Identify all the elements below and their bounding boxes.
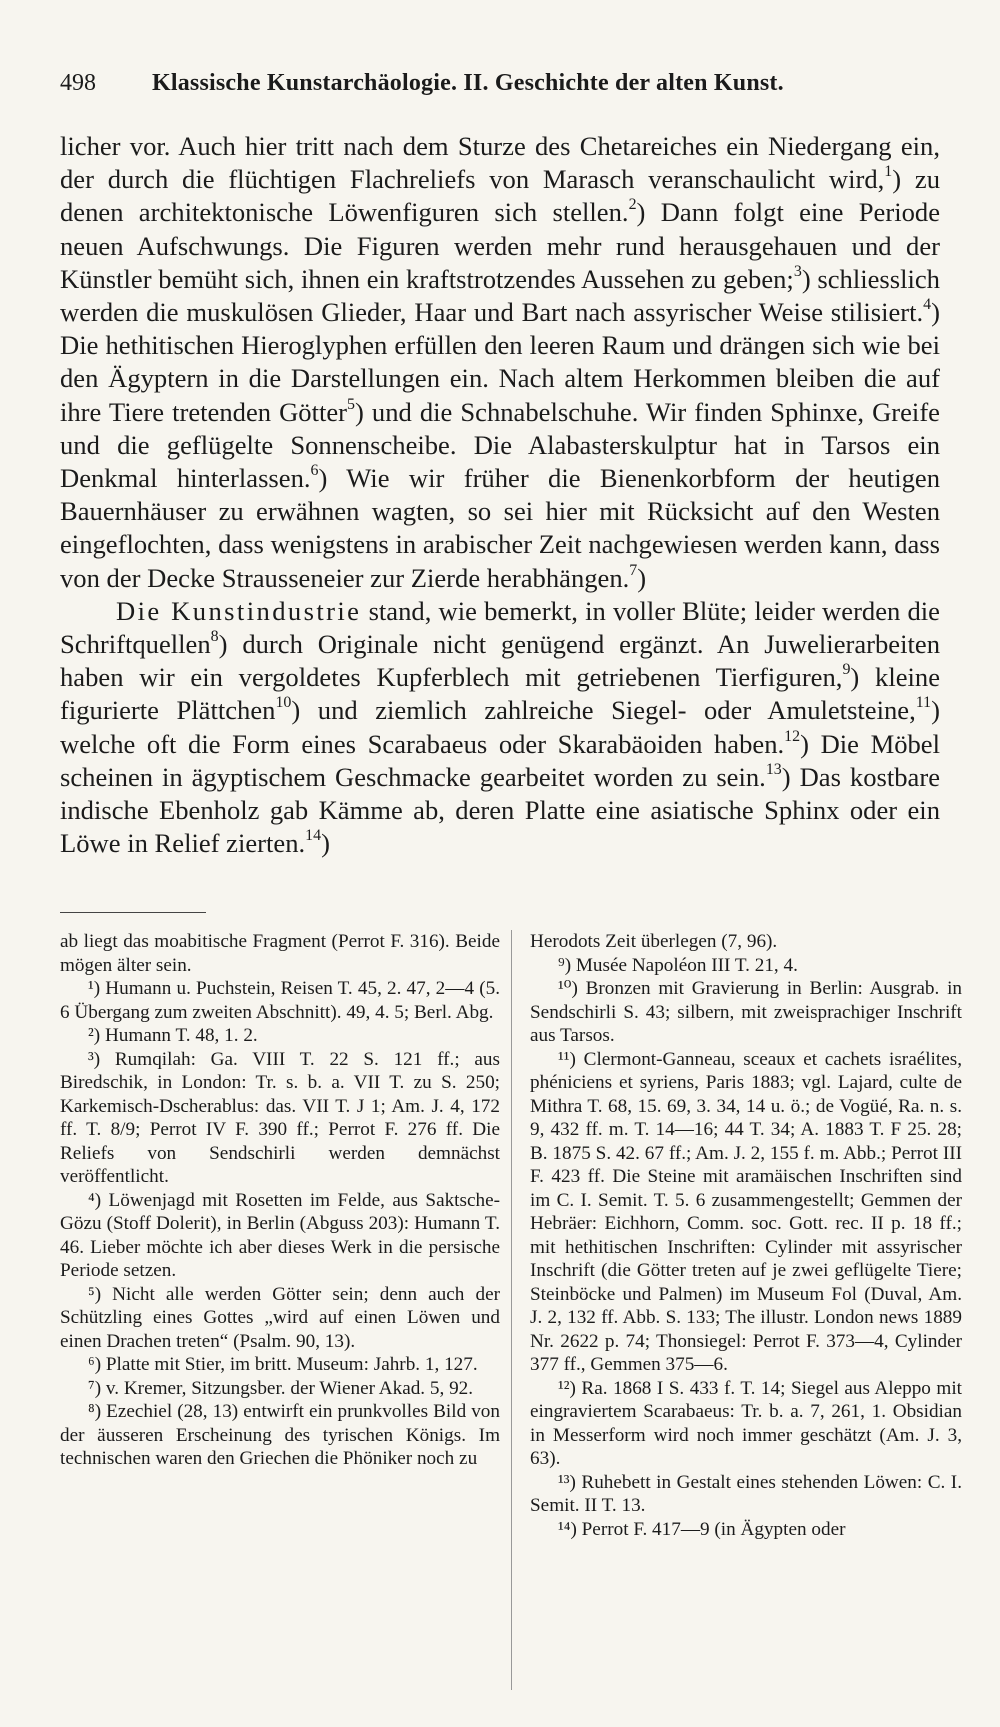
- running-title: Klassische Kunstarchäologie. II. Geschichte der alten Kunst.: [152, 70, 784, 96]
- footnote: ab liegt das moabitische Fragment (Perrot F. 316). Beide mögen älter sein.: [60, 931, 500, 976]
- text-run: stand, wie bemerkt, in voller Blüte; leider werden die Schriftquellen: [60, 595, 940, 660]
- footnote: ⁴) Löwenjagd mit Rosetten im Felde, aus Saktsche-Gözu (Stoff Dolerit), in Berlin (Abguss 203): Humann T. 46. Lieber möchte ich aber dieses Werk in die persische Periode setzen.: [60, 1189, 500, 1281]
- footnote-ref: 4: [923, 296, 932, 314]
- footnote: ²) Humann T. 48, 1. 2.: [88, 1025, 258, 1046]
- text-run: ): [637, 562, 647, 593]
- footnote-ref: 2: [628, 196, 637, 214]
- text-run: ) welche oft die Form eines Scarabaeus oder Skarabäoiden haben.: [60, 695, 940, 759]
- text-run: ) Das kostbare indische Ebenholz gab Kämme ab, deren Platte eine asiatische Sphinx oder ein Löwe in Relief zierten.: [60, 761, 940, 859]
- footnote: ⁵) Nicht alle werden Götter sein; denn auch der Schützling eines Gottes „wird auf einen Löwen und einen Drachen treten“ (Psalm. 90, 13).: [60, 1283, 500, 1352]
- footnote-ref: 5: [347, 395, 356, 413]
- footnote: ¹²) Ra. 1868 I S. 433 f. T. 14; Siegel aus Aleppo mit eingraviertem Scarabaeus: Tr. b. a. 7, 261, 1. Obsidian in Messerform wird noch immer geschätzt (Am. J. 3, 63).: [530, 1377, 962, 1469]
- text-run: ) Die Möbel scheinen in ägyptischem Geschmacke gearbeitet worden zu sein.: [60, 728, 940, 792]
- footnote: ⁷) v. Kremer, Sitzungsber. der Wiener Akad. 5, 92.: [88, 1377, 474, 1399]
- footnote-ref: 1: [884, 163, 893, 181]
- text-run: ): [321, 828, 330, 859]
- page-number: 498: [60, 70, 96, 96]
- footnote: Herodots Zeit überlegen (7, 96).: [530, 931, 778, 952]
- main-text: [60, 130, 940, 860]
- footnote-ref: 10: [275, 694, 292, 712]
- footnote-ref: 6: [310, 462, 319, 480]
- footnote-ref: 12: [784, 727, 801, 745]
- footnote-ref: 7: [629, 561, 638, 579]
- footnote: ¹¹) Clermont-Ganneau, sceaux et cachets israélites, phéniciens et syriens, Paris 1883; vgl. Lajard, culte de Mithra T. 68, 15. 69, 3. 34, 14 u. ö.; de Vogüé, Ra. n. s. 9, 432 ff. m. T. 14—16; 44 T. 34; A. 1883 T. F 25. 28; B. 1875 S. 42. 67 ff.; Am. J. 2, 155 f. m. Abb.; Perrot III F. 423 ff. Die Steine mit aramäischen Inschriften sind im C. I. Semit. T. 5. 6 zusammengestellt; Gemmen der Hebräer: Eichhorn, Comm. soc. Gott. rec. II p. 18 ff.; mit hethitischen Inschriften: Cylinder mit assyrischer Inschrift (die Götter treten auf je zwei geflügelte Tiere; Steinböcke und Palmen) im Museum Fol (Duval, Am. J. 2, 132 ff. Abb. S. 133; The illustr. London news 1889 Nr. 2622 p. 74; Thonsiegel: Perrot F. 373—4, Cylinder 377 ff., Gemmen 375—6.: [530, 1048, 962, 1375]
- text-run: ) Wie wir früher die Bienenkorbform der heutigen Bauernhäuser zu erwähnen wagten, so sei hier mit Rücksicht auf den Westen eingeflochten, dass wenigstens in arabischer Zeit nachgewiesen werden kann, dass von der Decke Straussenеier zur Zierde herabhängen.: [60, 463, 940, 593]
- column-divider: [511, 930, 512, 1690]
- text-run: ) durch Originale nicht genügend ergänzt. An Juwelierarbeiten haben wir ein vergoldetes Kupferblech mit getriebenen Tierfiguren,: [60, 629, 940, 693]
- footnote-ref: 9: [842, 661, 851, 679]
- footnote-ref: 13: [765, 760, 782, 778]
- text-run: ) und ziemlich zahlreiche Siegel- oder Amuletsteine,: [291, 695, 916, 726]
- footnotes-right-column: [530, 930, 962, 1541]
- footnote-ref: 8: [210, 628, 219, 646]
- paragraph-1: [60, 130, 940, 595]
- text-run: ) zu denen architektonische Löwenfiguren sich stellen.: [60, 164, 940, 228]
- footnote: ⁶) Platte mit Stier, im britt. Museum: Jahrb. 1, 127.: [88, 1354, 478, 1375]
- text-run: ) Dann folgt eine Periode neuen Aufschwungs. Die Figuren werden mehr rund herausgehauen und der Künstler bemüht sich, ihnen ein kraftstrotzendes Aussehen zu geben;: [60, 197, 941, 294]
- footnote: ⁸) Ezechiel (28, 13) entwirft ein prunkvolles Bild von der äusseren Erscheinung des tyrischen Königs. Im technischen waren den Griechen die Phöniker noch zu: [60, 1401, 500, 1469]
- text-run: ) schliesslich werden die muskulösen Glieder, Haar und Bart nach assyrischer Weise stilisiert.: [60, 263, 940, 328]
- footnote-ref: 14: [305, 827, 322, 845]
- spaced-heading: Die Kunstindustrie: [116, 595, 362, 626]
- footnote: ¹³) Ruhebett in Gestalt eines stehenden Löwen: C. I. Semit. II T. 13.: [530, 1471, 962, 1516]
- footnote: ⁹) Musée Napoléon III T. 21, 4.: [558, 954, 798, 976]
- footnote: ¹⁴) Perrot F. 417—9 (in Ägypten oder: [558, 1518, 846, 1540]
- footnote-ref: 3: [793, 262, 802, 280]
- footnote: ³) Rumqilah: Ga. VIII T. 22 S. 121 ff.; aus Biredschik, in London: Tr. s. b. a. VII T. zu S. 250; Karkemisch-Dscherablus: das. VII T. J 1; Am. J. 4, 172 ff. T. 8/9; Perrot IV F. 390 ff.; Perrot F. 276 ff. Die Reliefs von Sendschirli werden demnächst veröffentlicht.: [60, 1048, 500, 1187]
- footnote-ref: 11: [915, 694, 932, 712]
- footnote-separator: [60, 912, 206, 913]
- footnotes-left-column: [60, 930, 500, 1471]
- text-run: ) kleine figurierte Plättchen: [60, 662, 940, 726]
- footnote: ¹) Humann u. Puchstein, Reisen T. 45, 2. 47, 2—4 (5. 6 Übergang zum zweiten Abschnitt). 49, 4. 5; Berl. Abg.: [60, 978, 500, 1023]
- running-header: [60, 68, 940, 98]
- text-run: ) und die Schnabelschuhe. Wir finden Sphinxe, Greife und die geflügelte Sonnenscheibe. Die Alabasterskulptur hat in Tarsos ein Denkmal hinterlassen.: [60, 396, 940, 494]
- paragraph-2: [60, 595, 940, 861]
- text-run: licher vor. Auch hier tritt nach dem Sturze des Chetareiches ein Niedergang ein, der durch die flüchtigen Flachreliefs von Marasch veranschaulicht wird,: [60, 131, 940, 195]
- text-run: ) Die hethitischen Hieroglyphen erfüllen den leeren Raum und drängen sich wie bei den Ägyptern in die Darstellungen ein. Nach altem Herkommen bleiben die auf ihre Tiere tretenden Götter: [60, 297, 940, 427]
- footnote: ¹⁰) Bronzen mit Gravierung in Berlin: Ausgrab. in Sendschirli S. 43; silbern, mit zweisprachiger Inschrift aus Tarsos.: [530, 978, 962, 1046]
